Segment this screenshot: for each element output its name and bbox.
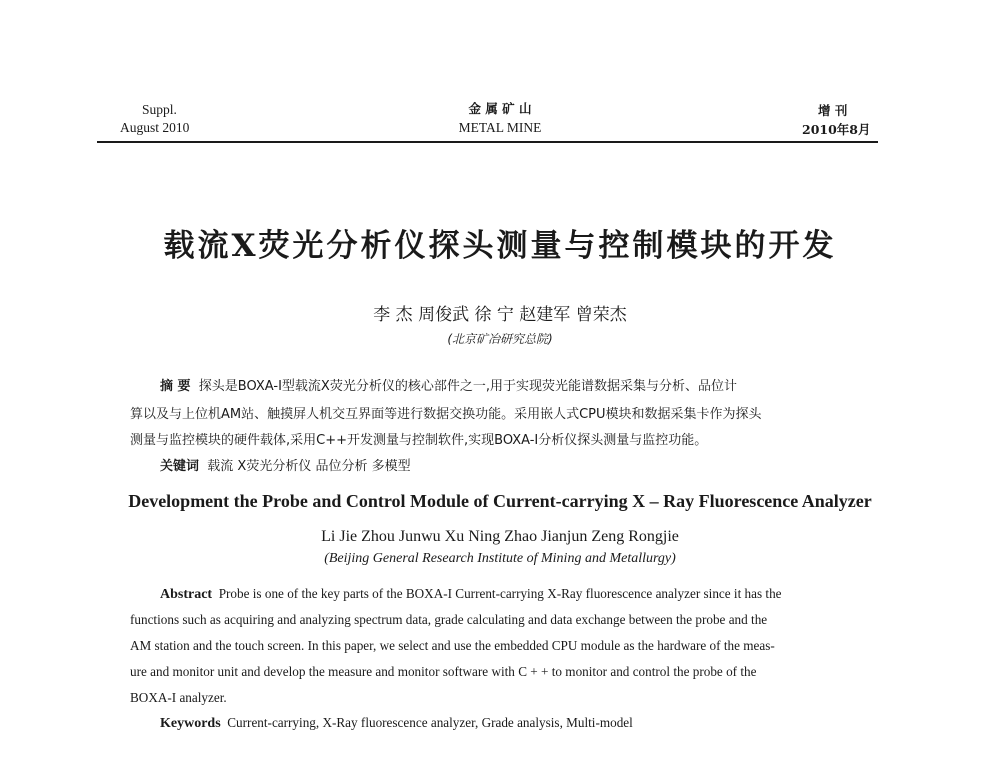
abstract-cn-line-3: 测量与监控模块的硬件载体,采用C++开发测量与控制软件,实现BOXA-I分析仪探头测量与监控功能。 xyxy=(130,433,708,448)
abstract-cn-line-1 xyxy=(160,375,737,394)
keywords-cn-label: 关键词 xyxy=(160,459,200,474)
abstract-en-line-3: AM station and the touch screen. In this paper, we select and use the embedded CPU module as the hardware of the meas- xyxy=(130,638,775,653)
institution-en: (Beijing General Research Institute of Mining and Metallurgy) xyxy=(324,551,676,566)
abstract-en-line-5: BOXA-I analyzer. xyxy=(130,690,227,705)
header-date-en: August 2010 xyxy=(120,120,190,135)
keywords-en-label: Keywords xyxy=(160,716,221,731)
institution-cn: (北京矿冶研究总院) xyxy=(447,332,553,346)
paper-title-cn: 载流X荧光分析仪探头测量与控制模块的开发 xyxy=(163,228,837,264)
abstract-en-line-2: functions such as acquiring and analyzing spectrum data, grade calculating and data exchange between the probe and the xyxy=(130,612,768,627)
abstract-en-line-4: ure and monitor unit and develop the measure and monitor software with C + + to monitor and control the probe of the xyxy=(130,664,757,679)
header-suppl: Suppl. xyxy=(142,102,177,117)
paper-title-en: Development the Probe and Control Module of Current-carrying X – Ray Fluorescence Analyzer xyxy=(128,491,872,511)
abstract-cn-label: 摘 要 xyxy=(160,379,191,394)
authors-en: Li Jie Zhou Junwu Xu Ning Zhao Jianjun Zeng Rongjie xyxy=(321,528,679,545)
header-rule xyxy=(97,141,878,143)
header-supplement-cn: 增 刊 xyxy=(818,103,848,118)
header-journal-cn: 金 属 矿 山 xyxy=(468,101,532,116)
keywords-cn-text: 载流 X荧光分析仪 品位分析 多模型 xyxy=(207,459,411,474)
abstract-cn-line-2: 算以及与上位机AM站、触摸屏人机交互界面等进行数据交换功能。采用嵌人式CPU模块和数据采集卡作为探头 xyxy=(130,407,762,422)
header-date-cn: 2010年8月 xyxy=(802,122,871,137)
keywords-cn xyxy=(160,455,411,474)
abstract-cn-text: 探头是BOXA-I型载流X荧光分析仪的核心部件之一,用于实现荧光能谱数据采集与分析、品位计 xyxy=(198,379,737,394)
abstract-en-label: Abstract xyxy=(160,587,213,602)
abstract-en-line-1 xyxy=(160,586,782,603)
abstract-en-text: Probe is one of the key parts of the BOXA-I Current-carrying X-Ray fluorescence analyzer since it has the xyxy=(218,586,782,601)
keywords-en-text: Current-carrying, X-Ray fluorescence analyzer, Grade analysis, Multi-model xyxy=(227,715,633,730)
header-journal-en: METAL MINE xyxy=(458,120,542,135)
authors-cn: 李 杰 周俊武 徐 宁 赵建军 曾荣杰 xyxy=(373,305,627,325)
keywords-en xyxy=(160,715,633,732)
